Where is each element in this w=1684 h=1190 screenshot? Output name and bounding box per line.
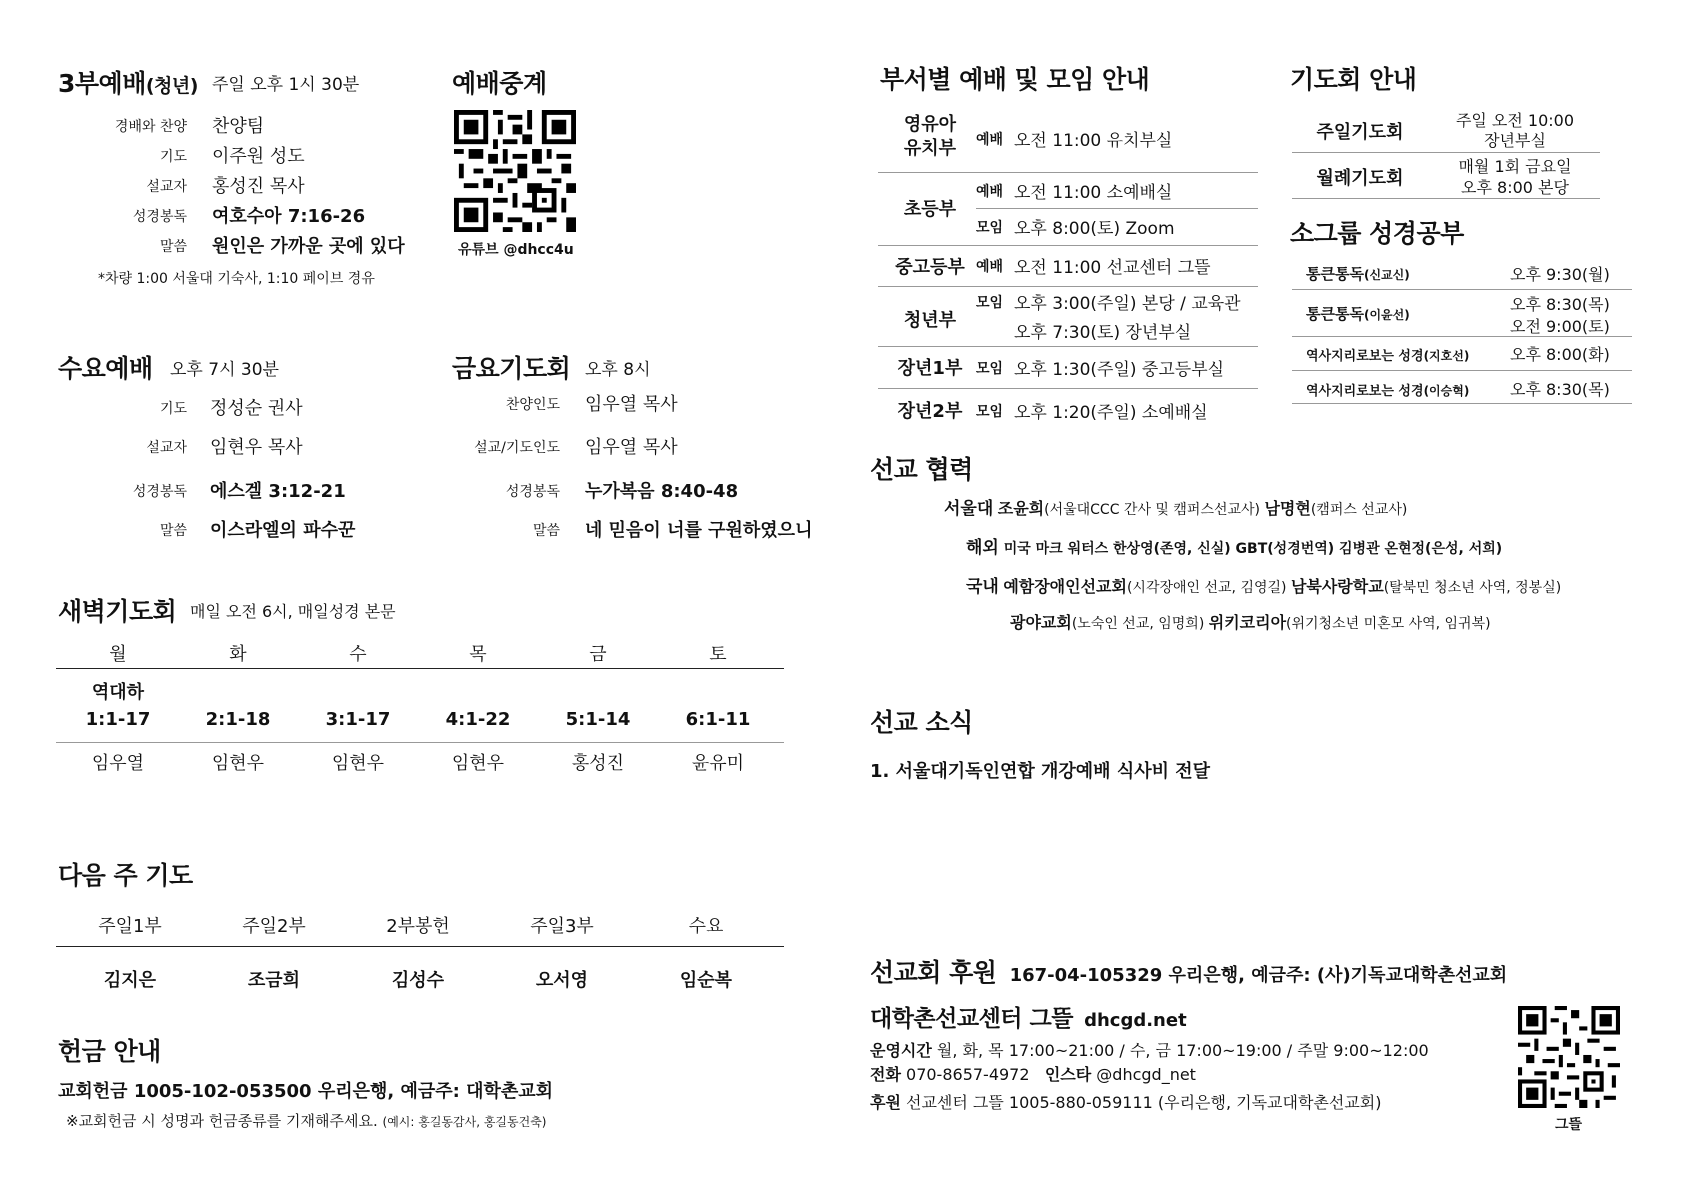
row-value: 임우열 목사	[585, 437, 678, 458]
dept-detail: 오후 7:30(토) 장년부실	[1014, 323, 1192, 343]
table-rule	[1292, 370, 1632, 371]
group-time: 오후 8:30(목)	[1510, 380, 1610, 399]
group-time: 오전 9:00(토)	[1510, 317, 1610, 336]
center-support: 후원 선교센터 그뜰 1005-880-059111 (우리은행, 기독교대학촌선교회)	[870, 1093, 1382, 1112]
broadcast-caption: 유튜브 @dhcc4u	[458, 242, 574, 258]
dept-title: 부서별 예배 및 모임 안내	[880, 65, 1150, 94]
dept-name: 중고등부	[895, 257, 965, 278]
news-item: 1. 서울대기독인연합 개강예배 식사비 전달	[870, 761, 1211, 782]
prayer-header: 수요	[688, 916, 724, 937]
dept-name: 청년부	[903, 310, 957, 331]
meeting-place: 오후 8:00 본당	[1461, 178, 1569, 197]
dept-name: 영유아 유치부	[903, 114, 957, 159]
leader: 홍성진	[571, 753, 625, 774]
group-time: 오후 8:30(목)	[1510, 295, 1610, 314]
prayer-name: 김성수	[391, 970, 445, 991]
friday-title: 금요기도회	[452, 354, 571, 383]
row-value: 임현우 목사	[210, 437, 303, 458]
table-rule	[56, 742, 784, 743]
dept-kind: 예배	[976, 259, 1004, 275]
dept-detail: 오전 11:00 유치부실	[1014, 131, 1173, 151]
dept-detail: 오후 8:00(토) Zoom	[1014, 219, 1175, 239]
prayer-name: 김지은	[103, 970, 157, 991]
table-rule	[1292, 336, 1632, 337]
dept-detail: 오후 1:30(주일) 중고등부실	[1014, 360, 1225, 380]
dept-name: 장년2부	[897, 401, 963, 422]
prayer-name: 조금희	[247, 970, 301, 991]
group-name: 역사지리로보는 성경(지호선)	[1306, 349, 1470, 364]
table-rule	[56, 946, 784, 947]
mission-title: 선교 협력	[870, 455, 973, 484]
prayer-name: 오서영	[535, 970, 589, 991]
table-rule	[56, 668, 784, 669]
mission-line: 광야교회(노숙인 선교, 임명희) 위키코리아(위기청소년 미혼모 사역, 임귀복)	[1010, 613, 1491, 632]
row-label: 기도	[159, 401, 187, 417]
row-label: 성경봉독	[132, 484, 187, 500]
wednesday-title: 수요예배	[58, 354, 153, 383]
row-label: 말씀	[532, 523, 560, 539]
table-rule	[878, 245, 1258, 246]
row-value: 누가복음 8:40-48	[585, 481, 739, 502]
leader: 임현우	[331, 753, 385, 774]
passage: 3:1-17	[325, 709, 391, 730]
table-rule	[878, 346, 1258, 347]
prayer-header: 2부봉헌	[386, 916, 450, 937]
row-value: 임우열 목사	[585, 394, 678, 415]
row-label: 성경봉독	[132, 209, 187, 225]
group-name: 통큰통독(신교신)	[1306, 265, 1410, 283]
row-label: 기도	[159, 149, 187, 165]
prayer-header: 주일1부	[98, 916, 162, 937]
dept-kind: 모임	[976, 361, 1004, 377]
mission-line: 해외 미국 마크 워터스 한상영(존영, 신실) GBT(성경번역) 김병관 온현정(은성, 서희)	[966, 538, 1503, 558]
day-header: 토	[709, 644, 727, 665]
offering-account: 교회헌금 1005-102-053500 우리은행, 예금주: 대학촌교회	[58, 1081, 554, 1102]
meeting-name: 주일기도회	[1316, 122, 1404, 143]
support-line: 선교회 후원 167-04-105329 우리은행, 예금주: (사)기독교대학촌선교회	[870, 958, 1508, 987]
group-name: 역사지리로보는 성경(이승혁)	[1306, 384, 1470, 399]
broadcast-title: 예배중계	[452, 69, 547, 98]
prayer-name: 임순복	[679, 970, 733, 991]
dawn-time: 매일 오전 6시, 매일성경 본문	[190, 602, 396, 621]
center-contact: 전화 070-8657-4972 인스타 @dhcgd_net	[870, 1065, 1196, 1084]
dept-kind: 모임	[976, 404, 1004, 420]
day-header: 월	[109, 644, 127, 665]
row-value: 찬양팀	[212, 116, 265, 137]
passage: 1:1-17	[85, 709, 151, 730]
dept-detail: 오후 1:20(주일) 소예배실	[1014, 403, 1208, 423]
dept-name: 초등부	[903, 199, 957, 220]
center-title-line: 대학촌선교센터 그뜰 dhcgd.net	[870, 1006, 1187, 1032]
next-prayer-title: 다음 주 기도	[58, 861, 193, 890]
dept-kind: 모임	[976, 295, 1004, 311]
table-rule	[1292, 403, 1632, 404]
row-value: 이스라엘의 파수꾼	[210, 520, 356, 541]
group-time: 오후 8:00(화)	[1510, 345, 1610, 364]
day-header: 목	[469, 644, 487, 665]
leader: 임현우	[451, 753, 505, 774]
row-value: 이주원 성도	[212, 146, 305, 167]
passage: 6:1-11	[685, 709, 751, 730]
row-value: 에스겔 3:12-21	[210, 481, 346, 502]
row-value: 홍성진 목사	[212, 176, 305, 197]
dept-name: 장년1부	[897, 358, 963, 379]
row-label: 성경봉독	[505, 484, 560, 500]
leader: 임우열	[91, 753, 145, 774]
row-label: 찬양인도	[505, 397, 560, 413]
row-value: 네 믿음이 너를 구원하였으니	[585, 520, 813, 541]
table-rule	[976, 208, 1258, 209]
offering-title: 헌금 안내	[58, 1037, 161, 1066]
row-label: 말씀	[159, 239, 187, 255]
dept-kind: 예배	[976, 184, 1004, 200]
mission-line: 서울대 조윤희(서울대CCC 간사 및 캠퍼스선교사) 남명현(캠퍼스 선교사)	[944, 499, 1408, 519]
dept-kind: 모임	[976, 220, 1004, 236]
dept-detail: 오전 11:00 선교센터 그뜰	[1014, 258, 1211, 278]
passage: 4:1-22	[445, 709, 511, 730]
leader: 윤유미	[691, 753, 745, 774]
qr-code-icon	[1518, 1006, 1620, 1108]
row-label: 말씀	[159, 523, 187, 539]
row-value: 원인은 가까운 곳에 있다	[212, 236, 405, 257]
meeting-time: 매월 1회 금요일	[1458, 157, 1572, 176]
dept-detail: 오전 11:00 소예배실	[1014, 183, 1173, 203]
passage: 5:1-14	[565, 709, 631, 730]
meeting-name: 월례기도회	[1316, 168, 1404, 189]
offering-note: ※교회헌금 시 성명과 헌금종류를 기재해주세요. (예시: 홍길동감사, 홍길동건축)	[66, 1112, 547, 1130]
dawn-title: 새벽기도회	[58, 597, 177, 626]
friday-time: 오후 8시	[585, 360, 651, 380]
service3-note: *차량 1:00 서울대 기숙사, 1:10 페이브 경유	[98, 271, 375, 287]
center-hours: 운영시간 월, 화, 목 17:00~21:00 / 수, 금 17:00~19:00 / 주말 9:00~12:00	[870, 1041, 1429, 1060]
prayer-meetings-title: 기도회 안내	[1290, 65, 1417, 94]
day-header: 금	[589, 644, 607, 665]
day-header: 화	[229, 644, 247, 665]
qr-code-icon	[454, 110, 576, 232]
prayer-header: 주일3부	[530, 916, 594, 937]
group-name: 통큰통독(이윤선)	[1306, 305, 1410, 323]
small-group-title: 소그룹 성경공부	[1290, 219, 1464, 248]
row-value: 정성순 권사	[210, 398, 303, 419]
row-label: 설교/기도인도	[474, 440, 560, 456]
table-rule	[1292, 198, 1600, 199]
mission-line: 국내 예함장애인선교회(시각장애인 선교, 김영길) 남북사랑학교(탈북민 청소년 사역, 정봉실)	[966, 577, 1562, 597]
book-name: 역대하	[91, 682, 145, 703]
center-qr-caption: 그뜰	[1555, 1117, 1583, 1133]
table-rule	[878, 388, 1258, 389]
row-label: 설교자	[146, 440, 187, 456]
meeting-place: 장년부실	[1484, 131, 1546, 150]
dept-kind: 예배	[976, 132, 1004, 148]
dept-detail: 오후 3:00(주일) 본당 / 교육관	[1014, 294, 1241, 314]
table-rule	[1292, 152, 1600, 153]
news-title: 선교 소식	[870, 708, 973, 737]
wednesday-time: 오후 7시 30분	[170, 360, 279, 380]
service3-title: 3부예배(청년)	[58, 69, 198, 98]
leader: 임현우	[211, 753, 265, 774]
row-label: 경배와 찬양	[114, 119, 187, 135]
passage: 2:1-18	[205, 709, 271, 730]
service3-time: 주일 오후 1시 30분	[212, 75, 360, 95]
table-rule	[878, 172, 1258, 173]
row-label: 설교자	[146, 179, 187, 195]
day-header: 수	[349, 644, 367, 665]
group-time: 오후 9:30(월)	[1510, 265, 1610, 284]
meeting-time: 주일 오전 10:00	[1455, 111, 1575, 130]
table-rule	[878, 286, 1258, 287]
row-value: 여호수아 7:16-26	[212, 206, 366, 227]
table-rule	[1292, 289, 1632, 290]
prayer-header: 주일2부	[242, 916, 306, 937]
